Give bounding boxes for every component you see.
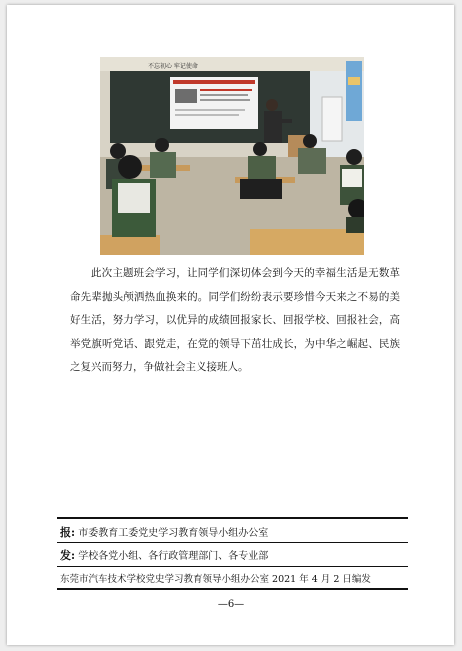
send-label: 发: [60,549,76,562]
banner-text: 不忘初心 牢记使命 [148,63,198,70]
footer-report-row [60,524,268,540]
page-number: —6— [217,599,245,610]
imprint-line: 东莞市汽车技术学校党史学习教育领导小组办公室 2021 年 4 月 2 日编发 [60,574,371,585]
classroom-photo [100,57,364,255]
footer-send-row [60,547,268,563]
footer-bottom-rule [57,588,408,590]
footer-top-rule [57,517,408,519]
send-value: 学校各党小组、各行政管理部门、各专业部 [78,551,269,562]
report-value: 市委教育工委党史学习教育领导小组办公室 [78,528,269,539]
report-label: 报: [60,526,76,539]
footer-middle-rule [57,542,408,543]
footer-lower-rule [57,566,408,567]
body-paragraph: 此次主题班会学习，让同学们深切体会到今天的幸福生活是无数革命先辈抛头颅洒热血换来的。同学们纷纷表示要珍惜今天来之不易的美好生活，努力学习，以优异的成绩回报家长、回报学校、回报社会，高举党旗听党话、跟党走，在党的领导下茁壮成长，为中华之崛起、民族之复兴而努力，争做社会主义接班人。 [70,267,400,373]
